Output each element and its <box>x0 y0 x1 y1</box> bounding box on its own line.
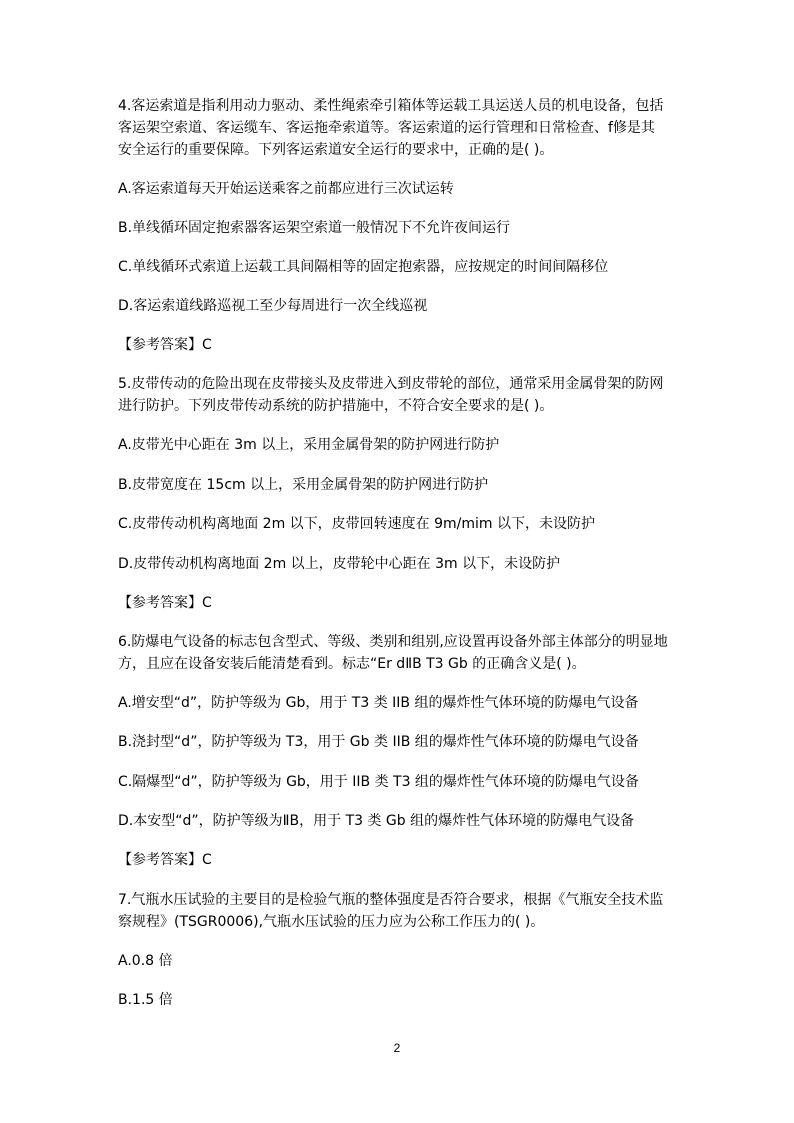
question-6-answer: 【参考答案】C <box>118 852 212 868</box>
page-number: 2 <box>393 1041 401 1055</box>
question-6-stem-line-2: 方，且应在设备安装后能清楚看到。标志“Er dⅡB T3 Gb 的正确含义是( )。 <box>118 656 586 672</box>
question-5-answer: 【参考答案】C <box>118 595 212 611</box>
question-6-stem-line-1: 6.防爆电气设备的标志包含型式、等级、类别和组别,应设置再设备外部主体部分的明显地 <box>118 634 668 650</box>
question-5-option-a: A.皮带光中心距在 3m 以上，采用金属骨架的防护网进行防护 <box>118 437 500 453</box>
question-4-stem-line-2: 客运架空索道、客运缆车、客运拖牵索道等。客运索道的运行管理和日常检查、f修是其 <box>118 120 655 136</box>
question-4-option-a: A.客运索道每天开始运送乘客之前都应进行三次试运转 <box>118 181 454 197</box>
question-4-option-d: D.客运索道线路巡视工至少每周进行一次全线巡视 <box>118 298 428 314</box>
question-7-option-b: B.1.5 倍 <box>118 992 173 1008</box>
question-5-stem-line-1: 5.皮带传动的危险出现在皮带接头及皮带进入到皮带轮的部位，通常采用金属骨架的防网 <box>118 376 664 392</box>
question-6-option-c: C.隔爆型“d”，防护等级为 Gb，用于 IIB 类 T3 组的爆炸性气体环境的防爆电气设备 <box>118 774 639 790</box>
question-5-option-c: C.皮带传动机构离地面 2m 以下，皮带回转速度在 9m/mim 以下，未设防护 <box>118 516 595 532</box>
question-7-option-a: A.0.8 倍 <box>118 953 173 969</box>
question-4-stem-line-3: 安全运行的重要保障。下列客运索道安全运行的要求中，正确的是( )。 <box>118 142 554 158</box>
question-5-stem-line-2: 进行防护。下列皮带传动系统的防护措施中，不符合安全要求的是( )。 <box>118 398 554 414</box>
question-4-answer: 【参考答案】C <box>118 337 212 353</box>
question-7-stem-line-1: 7.气瓶水压试验的主要目的是检验气瓶的整体强度是否符合要求，根据《气瓶安全技术监 <box>118 892 664 908</box>
question-4-option-c: C.单线循环式索道上运载工具间隔相等的固定抱索器，应按规定的时间间隔移位 <box>118 259 609 275</box>
question-7-stem-line-2: 察规程》(TSGR0006),气瓶水压试验的压力应为公称工作压力的( )。 <box>118 914 545 930</box>
question-6-option-a: A.增安型“d”，防护等级为 Gb，用于 T3 类 IIB 组的爆炸性气体环境的防爆电气设备 <box>118 695 639 711</box>
question-4-stem-line-1: 4.客运索道是指利用动力驱动、柔性绳索牵引箱体等运载工具运送人员的机电设备，包括 <box>118 98 664 114</box>
question-6-option-d: D.本安型“d”，防护等级为ⅡB，用于 T3 类 Gb 组的爆炸性气体环境的防爆电气设备 <box>118 813 635 829</box>
question-5-option-b: B.皮带宽度在 15cm 以上，采用金属骨架的防护网进行防护 <box>118 477 489 493</box>
question-4-option-b: B.单线循环固定抱索器客运架空索道一般情况下不允许夜间运行 <box>118 220 511 236</box>
question-5-option-d: D.皮带传动机构离地面 2m 以上，皮带轮中心距在 3m 以下，未设防护 <box>118 556 561 572</box>
question-6-option-b: B.浇封型“d”，防护等级为 T3，用于 Gb 类 IIB 组的爆炸性气体环境的防爆电气设备 <box>118 734 639 750</box>
